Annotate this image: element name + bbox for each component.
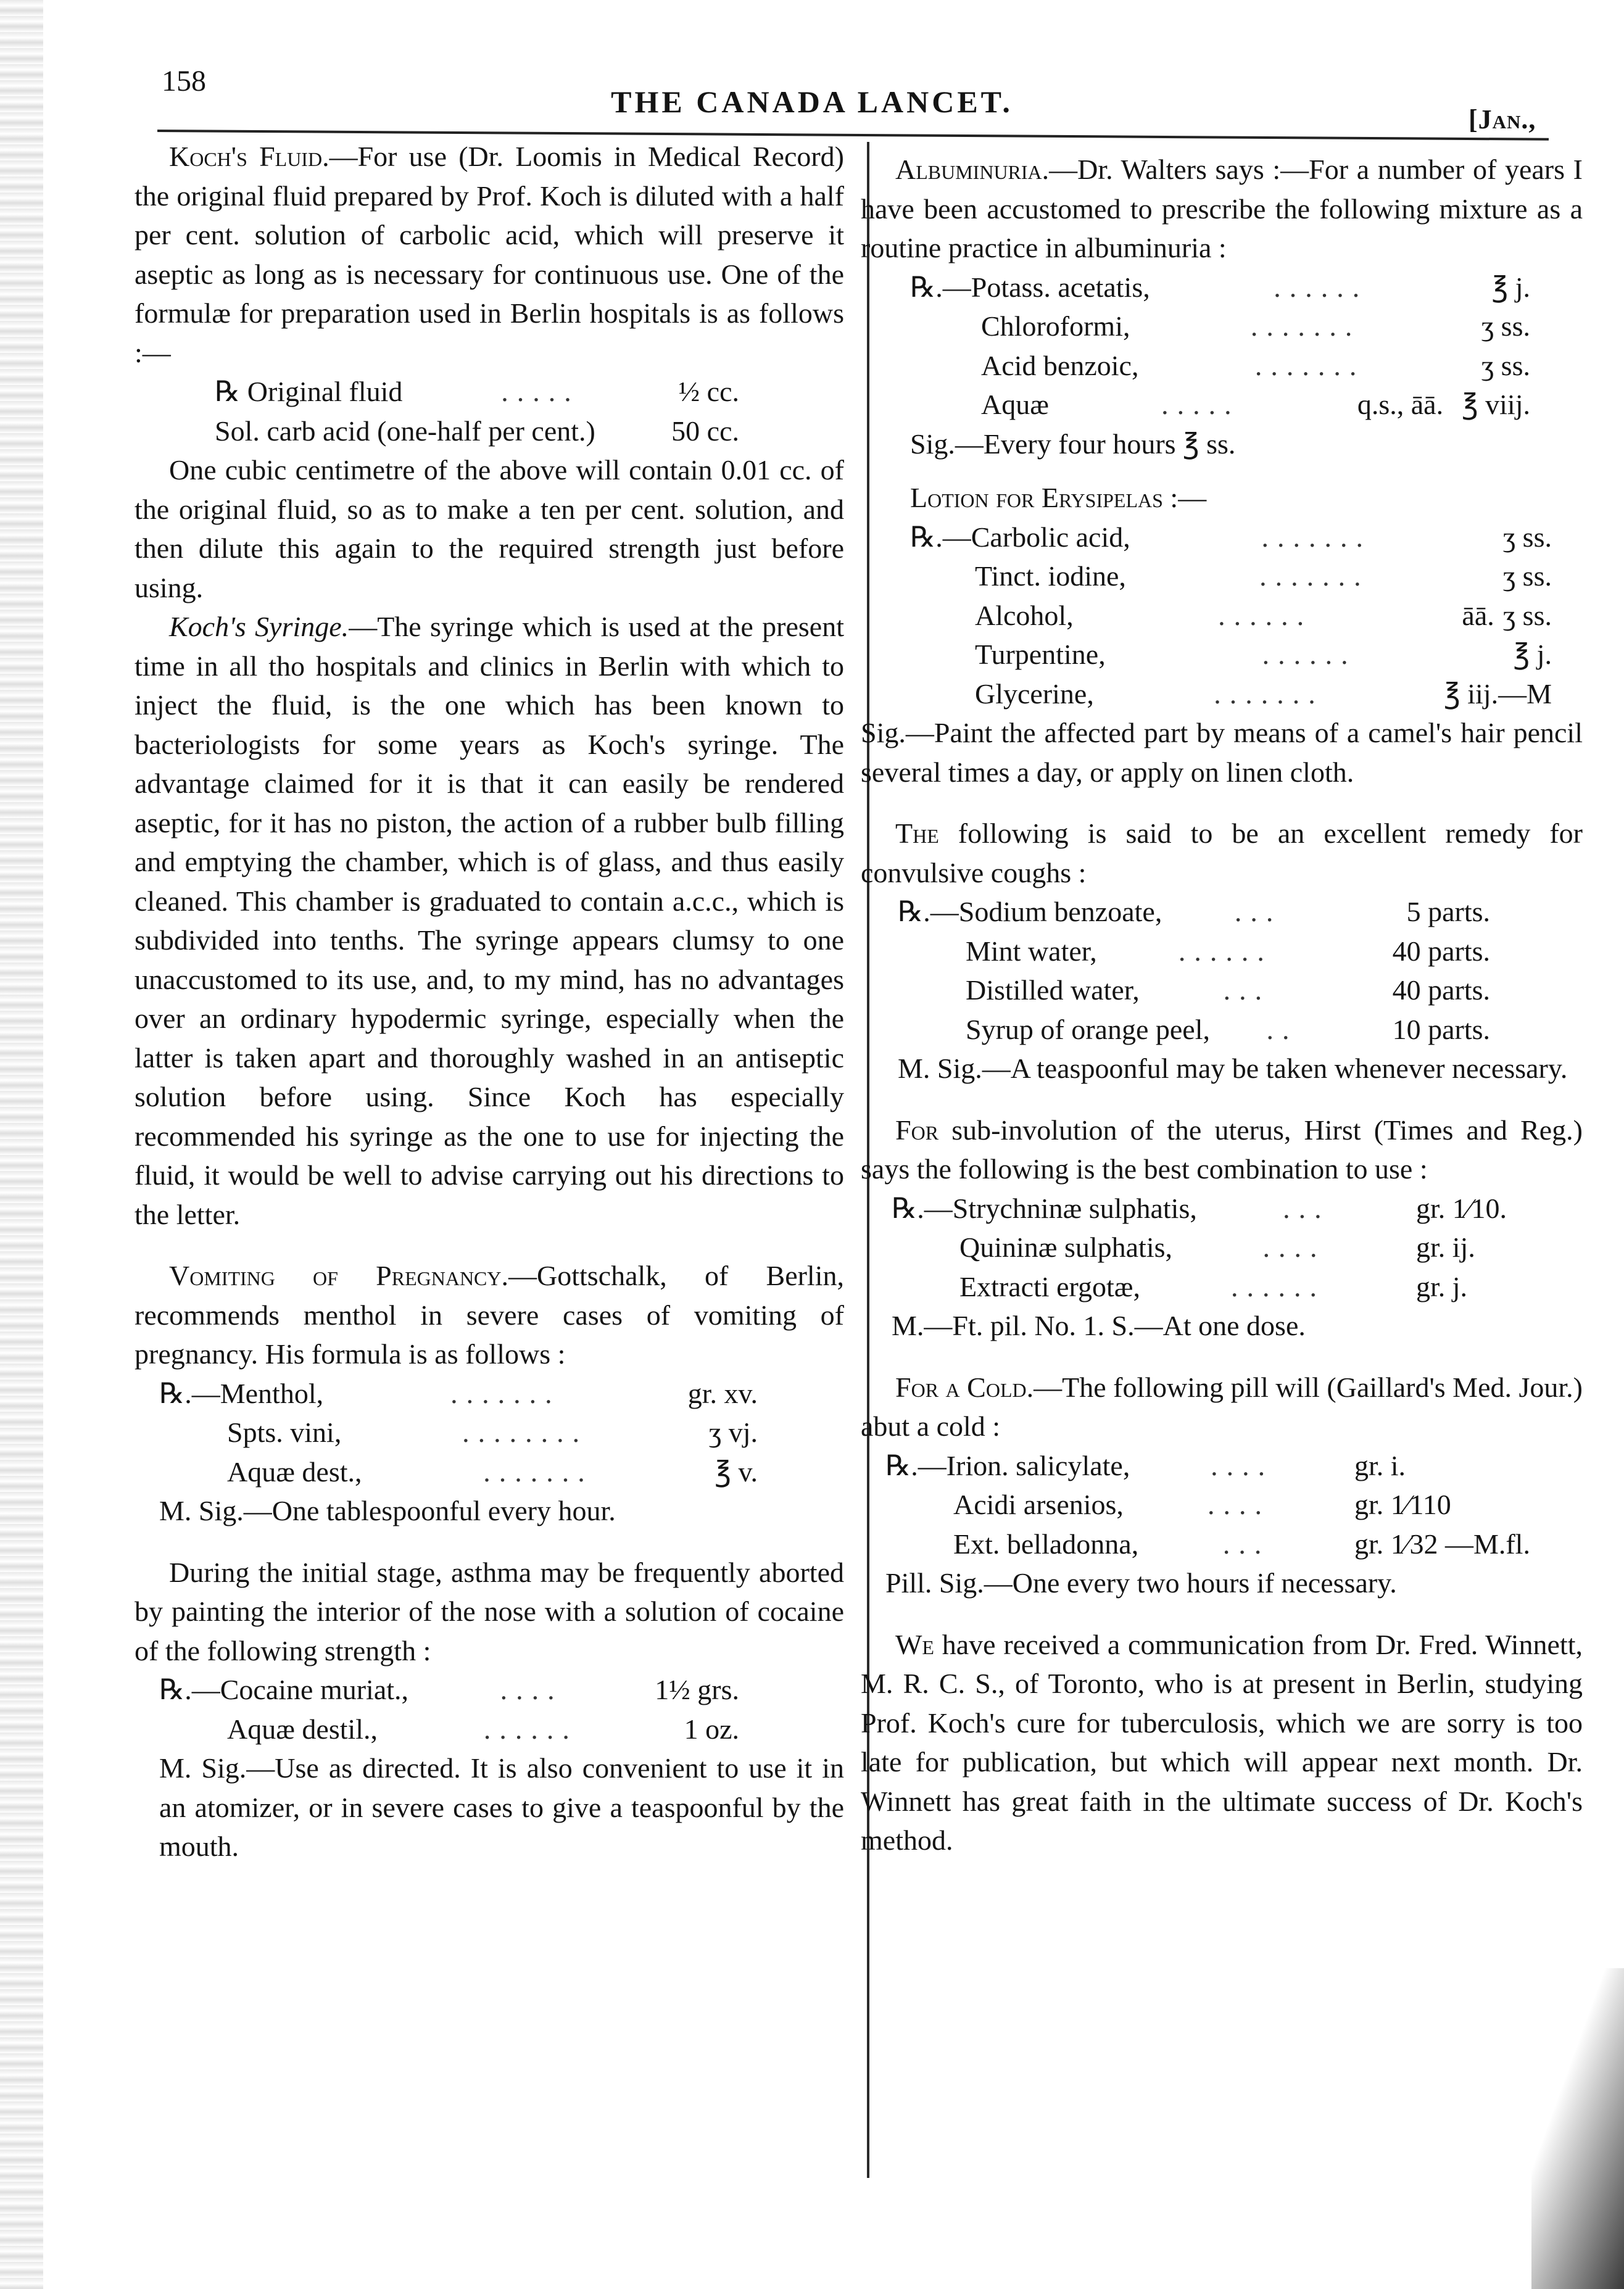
asthma-prescription xyxy=(135,1670,739,1749)
rx-line: ℞ Original fluid ..... ½ cc. xyxy=(215,376,739,407)
coughs-text: following is said to be an excellent remedy for convulsive coughs : xyxy=(861,818,1583,888)
kochs-syringe-paragraph xyxy=(135,607,844,1234)
albuminuria-paragraph xyxy=(861,150,1583,268)
rx-line: Aquæ destil., ...... 1 oz. xyxy=(227,1713,739,1745)
rx-line: ℞.—Potass. acetatis, ...... ℥ j. xyxy=(910,271,1530,303)
winnett-lead: We xyxy=(895,1628,934,1660)
running-title: THE CANADA LANCET. xyxy=(611,85,1013,119)
kochs-syringe-heading: Koch's Syringe. xyxy=(169,611,349,642)
rx-line: Sol. carb acid (one-half per cent.) 50 cc. xyxy=(215,415,739,447)
rx-line: Aquæ dest., ....... ℥ v. xyxy=(227,1455,758,1488)
rx-line: ℞.—Strychninæ sulphatis, ... gr. 1⁄10. xyxy=(892,1192,1507,1224)
albuminuria-prescription xyxy=(861,268,1530,424)
left-column xyxy=(135,137,844,1866)
rx-line: ℞.—Sodium benzoate, ... 5 parts. xyxy=(898,896,1490,927)
rx-line: Alcohol, ...... āā. ʒ ss. xyxy=(975,599,1552,631)
kochs-fluid-note: One cubic centimetre of the above will contain 0.01 cc. of the original fluid, so as to make a ten per cent. solution, and then dilute this again to the required strength just before using. xyxy=(135,454,844,603)
scan-edge-left xyxy=(0,0,43,2289)
rx-line: Chloroformi, ....... ʒ ss. xyxy=(981,310,1530,342)
cold-heading: For a Cold. xyxy=(895,1371,1034,1403)
rx-line: Spts. vini, ........ ʒ vj. xyxy=(227,1417,758,1448)
rx-line: ℞.—Menthol, ....... gr. xv. xyxy=(159,1377,758,1409)
rx-line: Syrup of orange peel, .. 10 parts. xyxy=(966,1013,1490,1045)
scan-edge-right xyxy=(1531,1968,1624,2289)
vomiting-prescription xyxy=(135,1374,758,1492)
coughs-lead: The xyxy=(895,818,939,849)
subinvolution-sig: M.—Ft. pil. No. 1. S.—At one dose. xyxy=(892,1310,1306,1341)
rx-line: ℞.—Carbolic acid, ....... ʒ ss. xyxy=(910,521,1552,553)
vomiting-heading: Vomiting of Pregnancy. xyxy=(169,1260,509,1291)
running-date: [Jan., xyxy=(1469,104,1536,135)
coughs-paragraph xyxy=(861,814,1583,892)
lotion-prescription xyxy=(861,518,1552,714)
kochs-fluid-heading: Koch's Fluid. xyxy=(169,141,329,172)
lotion-sig: Sig.—Paint the affected part by means of a camel's hair pencil several times a day, or apply on linen cloth. xyxy=(861,717,1583,788)
kochs-fluid-paragraph xyxy=(135,137,844,372)
asthma-sig: M. Sig.—Use as directed. It is also convenient to use it in an atomizer, or in severe cases to give a teaspoonful by the mouth. xyxy=(159,1752,844,1862)
winnett-text: have received a communication from Dr. Fred. Winnett, M. R. C. S., of Toronto, who is at present in Berlin, studying Prof. Koch's cure for tuberculosis, which we are sorry is too late for publication, but which will appear next month. Dr. Winnett has great faith in the ultimate success of Dr. Koch's method. xyxy=(861,1628,1583,1856)
winnett-paragraph xyxy=(861,1625,1583,1860)
rx-line: Turpentine, ...... ℥ j. xyxy=(975,639,1552,670)
rx-line: Mint water, ...... 40 parts. xyxy=(966,935,1490,967)
cold-sig: Pill. Sig.—One every two hours if necessary. xyxy=(885,1567,1397,1599)
albuminuria-sig: Sig.—Every four hours ℥ ss. xyxy=(910,428,1236,460)
albuminuria-heading: Albuminuria. xyxy=(895,154,1050,185)
vomiting-sig: M. Sig.—One tablespoonful every hour. xyxy=(159,1495,616,1526)
rx-line: Glycerine, ....... ℥ iij.—M xyxy=(975,677,1552,710)
vomiting-text: —Gottschalk, of Berlin, recommends menthol in severe cases of vomiting of pregnancy. His formula is as follows : xyxy=(135,1260,844,1370)
rx-line: Extracti ergotæ, ...... gr. j. xyxy=(959,1270,1468,1302)
subinvolution-prescription xyxy=(861,1189,1521,1307)
rx-line: ℞.—Cocaine muriat., .... 1½ grs. xyxy=(159,1674,739,1705)
cold-paragraph xyxy=(861,1368,1583,1446)
rx-line: Tinct. iodine, ....... ʒ ss. xyxy=(975,560,1552,592)
cold-text: —The following pill will (Gaillard's Med. Jour.) abut a cold : xyxy=(861,1371,1583,1442)
asthma-paragraph: During the initial stage, asthma may be frequently aborted by painting the interior of the nose with a solution of cocaine of the following strength : xyxy=(135,1556,844,1666)
subinvolution-lead: For xyxy=(895,1114,939,1146)
kochs-fluid-prescription xyxy=(135,372,739,450)
rx-line: Acid benzoic, ....... ʒ ss. xyxy=(981,349,1530,381)
subinvolution-paragraph xyxy=(861,1111,1583,1189)
lotion-heading: Lotion for Erysipelas :— xyxy=(910,482,1207,513)
rx-line: ℞.—Irion. salicylate, .... gr. i. xyxy=(885,1449,1406,1481)
vomiting-paragraph xyxy=(135,1256,844,1374)
rx-line: Aquæ ..... q.s., āā. ℥ viij. xyxy=(981,389,1530,420)
coughs-prescription xyxy=(861,892,1490,1049)
kochs-fluid-text: —For use (Dr. Loomis in Medical Record) the original fluid prepared by Prof. Koch is diluted with a half per cent. solution of carbolic acid, which will preserve it aseptic as long as is necessary for continuous use. One of the formulæ for preparation used in Berlin hospitals is as follows :— xyxy=(135,141,845,368)
rx-line: Acidi arsenios, .... gr. 1⁄110 xyxy=(953,1489,1451,1520)
rx-line: Ext. belladonna, ... gr. 1⁄32 —M.fl. xyxy=(953,1528,1530,1560)
rx-line: Quininæ sulphatis, .... gr. ij. xyxy=(959,1231,1475,1263)
coughs-sig: M. Sig.—A teaspoonful may be taken whenever necessary. xyxy=(898,1053,1568,1084)
rx-line: Distilled water, ... 40 parts. xyxy=(966,974,1490,1006)
subinvolution-text: sub-involution of the uterus, Hirst (Times and Reg.) says the following is the best combination to use : xyxy=(861,1114,1583,1185)
albuminuria-text: —Dr. Walters says :—For a number of years I have been accustomed to prescribe the following mixture as a routine practice in albuminuria : xyxy=(861,154,1583,263)
page-number: 158 xyxy=(162,65,206,97)
right-column xyxy=(861,150,1583,1860)
kochs-syringe-text: —The syringe which is used at the present time in all tho hospitals and clinics in Berlin with which to inject the fluid, is the one which has been known to bacteriologists for some years as Koch's syringe. The advantage claimed for it is that it can easily be rendered aseptic, for it has no piston, the action of a rubber bulb filling and emptying the chamber, which is of glass, and thus easily cleaned. This chamber is graduated to contain a.c.c., which is subdivided into tenths. The syringe appears clumsy to one unaccustomed to its use, and, to my mind, has no advantages over an ordinary hypodermic syringe, especially when the latter is taken apart and thoroughly washed in an antiseptic solution before using. Since Koch has especially recommended his syringe as the one to use for injecting the fluid, it would be well to advise carrying out his directions to the letter. xyxy=(135,611,845,1230)
cold-prescription xyxy=(861,1446,1558,1564)
